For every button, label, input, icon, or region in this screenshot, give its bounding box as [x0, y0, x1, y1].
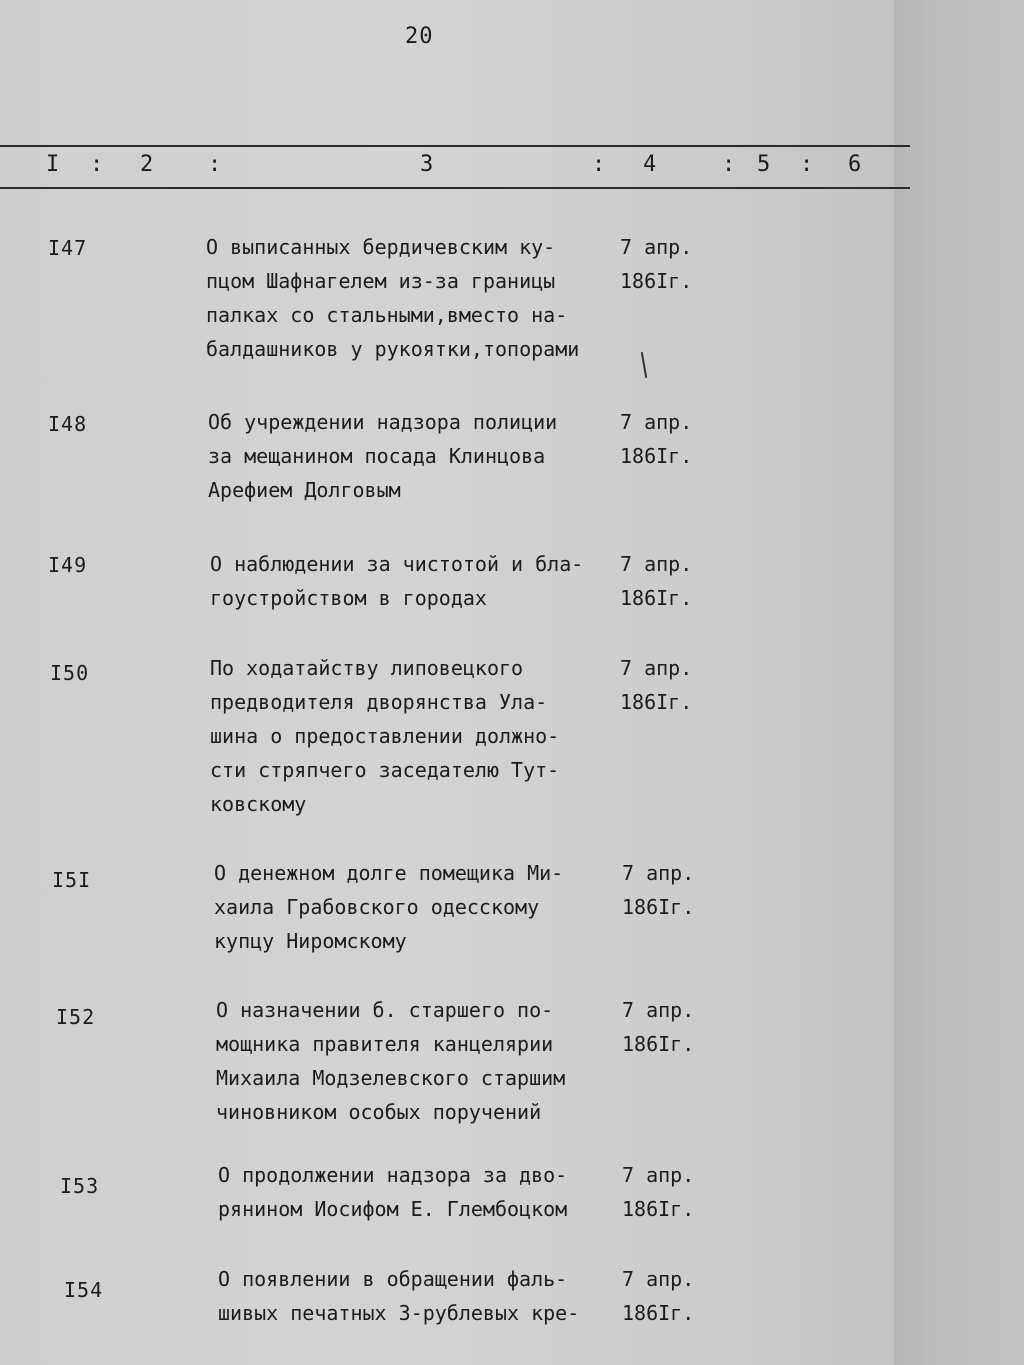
entry-number: I47 [48, 236, 88, 260]
entry-description: Об учреждении надзора полиции за мещанином посада Клинцова Арефием Долговым [208, 410, 558, 502]
column-4-header: 4 [643, 152, 657, 177]
column-separator: : [722, 152, 736, 177]
column-2-header: 2 [140, 152, 154, 177]
entry-number: I50 [50, 661, 90, 685]
column-1-header: I [46, 152, 60, 177]
entry-description: О выписанных бердичевским ку- пцом Шафнагелем из-за границы палках со стальными,вместо на- балдашников у рукоятки,топорами [206, 235, 580, 361]
entry-description: О назначении б. старшего по- мощника правителя канцелярии Михаила Модзелевского старшим чиновником особых поручений [216, 998, 566, 1124]
entry-date: 7 апр. 186Iг. [622, 998, 695, 1056]
column-separator: : [90, 152, 104, 177]
table-header-bottom-rule [0, 187, 910, 189]
entry-date: 7 апр. 186Iг. [622, 1267, 695, 1325]
entry-number: I52 [56, 1005, 96, 1029]
table-header-top-rule [0, 145, 910, 147]
column-separator: : [592, 152, 606, 177]
pencil-mark [641, 352, 647, 378]
entry-description: По ходатайству липовецкого предводителя дворянства Ула- шина о предоставлении должно- сти стряпчего заседателю Тут- ковскому [210, 656, 560, 816]
page-number: 20 [405, 24, 434, 49]
column-5-header: 5 [757, 152, 771, 177]
column-3-header: 3 [420, 152, 434, 177]
entry-date: 7 апр. 186Iг. [620, 410, 693, 468]
column-6-header: 6 [848, 152, 862, 177]
column-separator: : [800, 152, 814, 177]
column-separator: : [208, 152, 222, 177]
entry-date: 7 апр. 186Iг. [622, 1163, 695, 1221]
entry-number: I48 [48, 412, 88, 436]
underlying-page-edge [894, 0, 1024, 1365]
entry-description: О наблюдении за чистотой и бла- гоустройством в городах [210, 552, 584, 610]
entry-number: I5I [52, 868, 92, 892]
entry-number: I49 [48, 553, 88, 577]
entry-number: I54 [64, 1278, 104, 1302]
entry-description: О появлении в обращении фаль- шивых печатных 3-рублевых кре- [218, 1267, 580, 1325]
entry-date: 7 апр. 186Iг. [620, 656, 693, 714]
entry-date: 7 апр. 186Iг. [622, 861, 695, 919]
entry-date: 7 апр. 186Iг. [620, 552, 693, 610]
entry-description: О продолжении надзора за дво- рянином Иосифом Е. Глембоцком [218, 1163, 568, 1221]
entry-number: I53 [60, 1174, 100, 1198]
entry-description: О денежном долге помещика Ми- хаила Грабовского одесскому купцу Ниромскому [214, 861, 564, 953]
entry-date: 7 апр. 186Iг. [620, 235, 693, 293]
